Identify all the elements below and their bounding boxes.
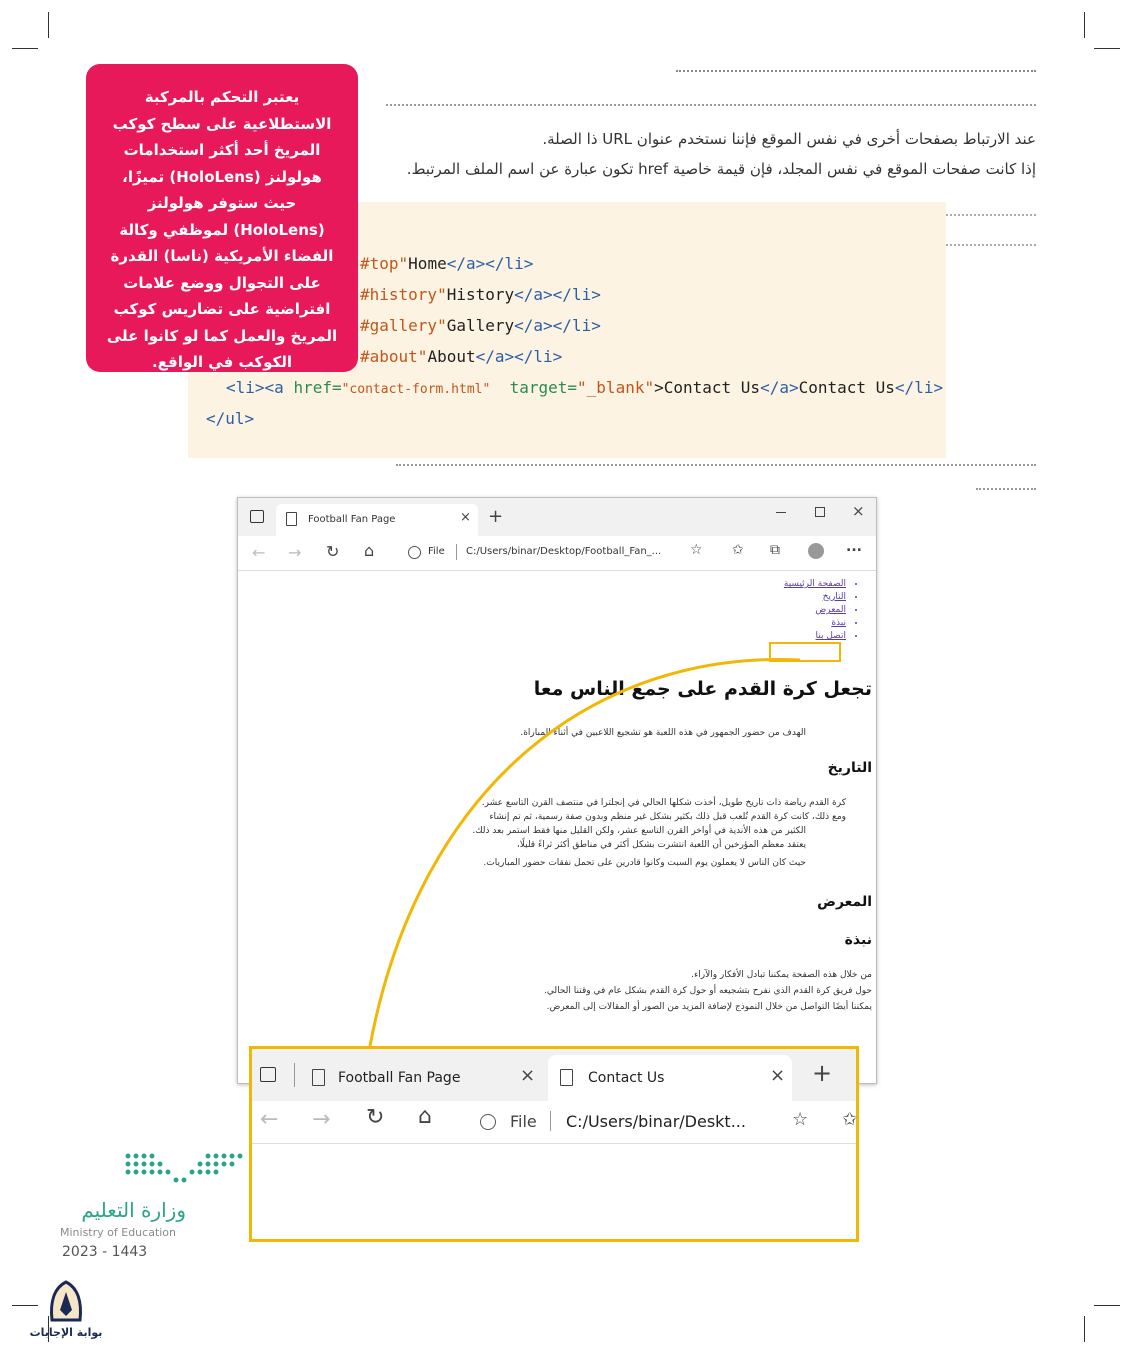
address-divider — [550, 1111, 551, 1131]
home-icon[interactable]: ⌂ — [364, 541, 375, 560]
gallery-heading: المعرض — [817, 894, 872, 910]
watermark-text: بوابة الإجابات — [29, 1326, 103, 1339]
page-icon — [560, 1069, 573, 1086]
code-line-history: #history"History</a></li> — [360, 285, 601, 304]
code-line-home: #top"Home</a></li> — [360, 254, 534, 273]
refresh-icon[interactable]: ↻ — [366, 1105, 385, 1130]
tab-close-icon[interactable]: × — [770, 1065, 786, 1086]
body-paragraph-line: عند الارتباط بصفحات أخرى في نفس الموقع فإننا نستخدم عنوان URL ذا الصلة. — [542, 130, 1036, 148]
about-line: يمكننا أيضًا التواصل من خلال النموذج لإضافة المزيد من الصور أو المقالات إلى المعرض. — [546, 1002, 872, 1012]
watermark-logo — [28, 1280, 104, 1344]
page-intro: الهدف من حضور الجمهور في هذه اللعبة هو تشجيع اللاعبين في أثناء المباراة. — [520, 728, 806, 738]
about-line: حول فريق كرة القدم الذي نفرح بتشجيعه أو حول كرة القدم بشكل عام في وقتنا الحالي. — [544, 986, 872, 996]
body-paragraph-line: إذا كانت صفحات الموقع في نفس المجلد، فإن قيمة خاصية href تكون عبارة عن اسم الملف المرتبط. — [406, 160, 1036, 178]
crop-mark — [1094, 1305, 1120, 1306]
history-line: حيث كان الناس لا يعملون يوم السبت وكانوا قادرين على تحمل نفقات حضور المباريات. — [483, 858, 806, 868]
address-input[interactable]: C:/Users/binar/Desktop/Football_Fan_... — [466, 546, 662, 557]
favorites-icon[interactable]: ✩ — [732, 542, 744, 558]
nav-link-history[interactable]: • التاريخ — [784, 591, 846, 604]
collections-icon[interactable]: ⧉ — [770, 542, 780, 558]
hololens-callout — [86, 64, 358, 372]
forward-icon[interactable]: → — [312, 1107, 331, 1132]
edition-year: 2023 - 1443 — [62, 1244, 148, 1260]
maximize-icon[interactable] — [815, 507, 825, 517]
zoomed-tab-contact[interactable] — [548, 1055, 792, 1101]
file-label: File — [510, 1112, 537, 1131]
nav-link-about[interactable]: • نبذة — [784, 617, 846, 630]
history-line: يعتقد معظم المؤرخين أن اللعبة انتشرت بشكل أكثر في مناطق أكثر ثراءً قليلًا، — [516, 840, 806, 850]
code-line-contact: <li><a href="contact-form.html" target="_blank">Contact Us</a>Contact Us</li> — [226, 378, 944, 397]
ministry-logo — [60, 1146, 250, 1266]
history-line: الكثير من هذه الأندية في أواخر القرن التاسع عشر، ولكن القليل منها فقط استمر بعد ذلك. — [472, 826, 806, 836]
zoomed-tab-bar — [252, 1049, 856, 1101]
tab-actions-icon[interactable] — [250, 510, 264, 523]
nav-link-home[interactable]: • الصفحة الرئيسية — [784, 578, 846, 591]
new-tab-icon[interactable]: + — [488, 506, 504, 527]
ministry-name-arabic: وزارة التعليم — [81, 1198, 186, 1222]
contact-link-highlight — [769, 642, 841, 662]
browser-address-bar — [238, 536, 876, 571]
minimize-icon[interactable] — [776, 512, 786, 513]
code-line-about: #about"About</a></li> — [360, 347, 563, 366]
crop-mark — [1084, 12, 1085, 38]
back-icon[interactable]: ← — [252, 543, 266, 562]
tab-close-icon[interactable]: × — [460, 510, 471, 525]
tab-title: Football Fan Page — [308, 514, 396, 525]
favorite-add-icon[interactable]: ☆ — [690, 542, 703, 558]
about-heading: نبذة — [844, 932, 872, 948]
code-line-gallery: #gallery"Gallery</a></li> — [360, 316, 601, 335]
crop-mark — [1094, 48, 1120, 49]
history-line: ومع ذلك، كانت كرة القدم تُلعب قبل ذلك بكثير بشكل غير منظم وبدون صفة رسمية، ثم تم إنشاء — [489, 812, 846, 822]
info-icon[interactable] — [480, 1114, 496, 1130]
code-line-close-ul: </ul> — [206, 409, 255, 428]
back-icon[interactable]: ← — [260, 1107, 279, 1132]
callout-text: يعتبر التحكم بالمركبة الاستطلاعية على سطح كوكب المريخ أحد أكثر استخدامات هولولنز (HoloLens) تميزًا، حيث ستوفر هولولنز (HoloLens) لموظفي وكالة الفضاء الأمريكية (ناسا) القدرة على التجوال ووضع علامات افتراضية على تضاريس كوكب المريخ والعمل كما لو كانوا على الكوكب في الواقع. — [106, 88, 338, 371]
info-icon[interactable] — [408, 546, 421, 559]
tab-close-icon[interactable]: × — [520, 1065, 536, 1086]
tab-divider — [294, 1063, 295, 1087]
page-heading: تجعل كرة القدم على جمع الناس معا — [533, 678, 872, 700]
favorites-icon[interactable]: ✩ — [842, 1109, 858, 1130]
address-divider — [456, 544, 457, 560]
crop-mark — [1084, 1316, 1085, 1342]
close-window-icon[interactable]: × — [852, 502, 865, 520]
browser-window — [237, 497, 877, 1084]
zoomed-tab-football[interactable] — [300, 1055, 540, 1101]
forward-icon[interactable]: → — [288, 543, 302, 562]
history-line: كرة القدم رياضة ذات تاريخ طويل، أخذت شكلها الحالي في إنجلترا في منتصف القرن التاسع عشر. — [481, 798, 846, 808]
refresh-icon[interactable]: ↻ — [326, 542, 340, 561]
tab-football-fan-page[interactable] — [276, 504, 478, 536]
zoomed-browser-tabs — [249, 1046, 859, 1242]
zoomed-tab-title: Football Fan Page — [338, 1070, 461, 1086]
file-label: File — [428, 546, 445, 557]
profile-avatar[interactable] — [808, 543, 824, 559]
ministry-emblem-icon — [120, 1146, 250, 1192]
home-icon[interactable]: ⌂ — [418, 1104, 432, 1129]
page-icon — [312, 1069, 325, 1086]
zoomed-tab-title: Contact Us — [588, 1070, 665, 1086]
address-input[interactable]: C:/Users/binar/Deskt... — [566, 1112, 746, 1131]
settings-menu-icon[interactable]: ... — [846, 539, 862, 555]
page-nav-list — [784, 578, 846, 643]
nav-link-contact[interactable]: • اتصل بنا — [784, 630, 846, 643]
history-heading: التاريخ — [827, 760, 872, 776]
new-tab-icon[interactable]: + — [812, 1059, 833, 1087]
ministry-name-english: Ministry of Education — [60, 1226, 177, 1239]
crop-mark — [48, 12, 49, 38]
about-line: من خلال هذه الصفحة يمكننا تبادل الأفكار والآراء. — [691, 970, 872, 980]
nav-link-gallery[interactable]: • المعرض — [784, 604, 846, 617]
favorite-add-icon[interactable]: ☆ — [792, 1109, 809, 1130]
watermark-pen-icon — [46, 1280, 86, 1324]
crop-mark — [12, 48, 38, 49]
tab-actions-icon[interactable] — [260, 1067, 276, 1082]
page-icon — [286, 512, 297, 526]
browser-tab-bar — [238, 498, 876, 536]
zoomed-address-bar — [252, 1101, 856, 1144]
